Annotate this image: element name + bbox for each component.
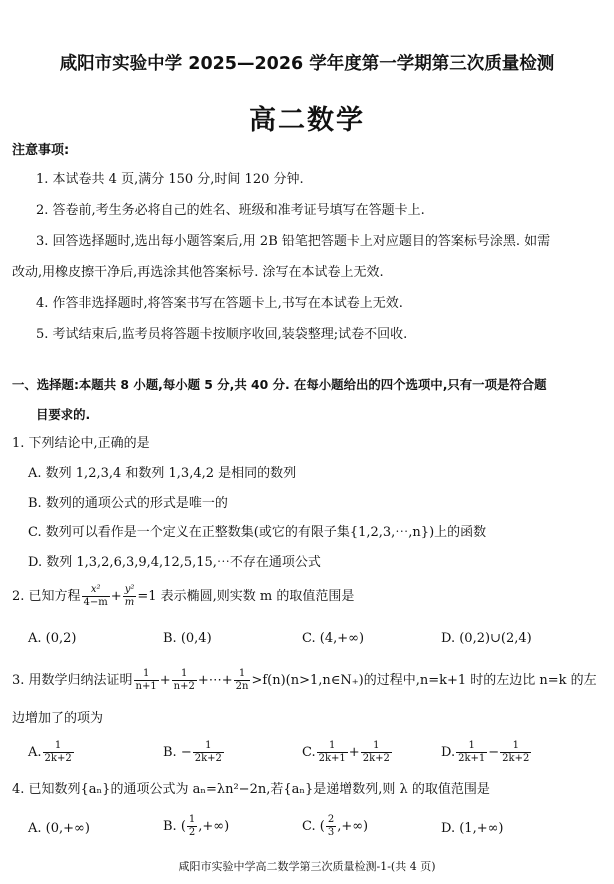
q3-option-b-fraction <box>193 740 224 765</box>
q3-option-c <box>302 740 393 765</box>
q1-option-c: C. 数列可以看作是一个定义在正整数集(或它的有限子集{1,2,3,⋯,n})上的函数 <box>28 525 487 540</box>
q2-fraction-y <box>123 584 137 609</box>
q3-option-d-num-1: 1 <box>456 740 487 753</box>
q3-option-a <box>28 740 75 765</box>
q1-option-b: B. 数列的通项公式的形式是唯一的 <box>28 496 228 511</box>
q3-option-b-num: 1 <box>193 740 224 753</box>
q2-option-b: B. (0,4) <box>163 631 212 646</box>
notice-item-4: 4. 作答非选择题时,将答案书写在答题卡上,书写在本试卷上无效. <box>36 296 403 311</box>
q3-term-2-den: n+2 <box>173 681 195 692</box>
q2-option-d: D. (0,2)∪(2,4) <box>441 631 532 646</box>
notice-item-3-cont: 改动,用橡皮擦干净后,再选涂其他答案标号. 涂写在本试卷上无效. <box>12 265 384 280</box>
q3-option-c-op: + <box>348 745 360 760</box>
q3-suffix: >f(n)(n>1,n∈N₊)的过程中,n=k+1 时的左边比 n=k 的左 <box>251 673 597 688</box>
q4-option-b-label: B. ( <box>163 819 186 834</box>
q2-fraction-y-num: y² <box>124 584 135 595</box>
q3-option-b-label: B. − <box>163 745 192 760</box>
q4-stem: 4. 已知数列{aₙ}的通项公式为 aₙ=λn²−2n,若{aₙ}是递增数列,则 λ 的取值范围是 <box>12 782 490 797</box>
q1-stem: 1. 下列结论中,正确的是 <box>12 436 150 451</box>
notice-heading: 注意事项: <box>12 143 70 158</box>
q3-term-3-den: 2n <box>235 681 249 692</box>
section-heading-cont: 目要求的. <box>36 407 91 422</box>
q4-option-c <box>302 814 368 839</box>
notice-item-5: 5. 考试结束后,监考员将答题卡按顺序收回,装袋整理;试卷不回收. <box>36 327 408 342</box>
q3-option-b-den: 2k+2 <box>194 753 222 764</box>
q4-option-c-num: 2 <box>327 814 335 825</box>
q3-term-1-den: n+1 <box>135 681 157 692</box>
q3-option-c-fraction-2 <box>361 740 392 765</box>
q2-suffix: =1 表示椭圆,则实数 m 的取值范围是 <box>137 589 355 604</box>
notice-item-3: 3. 回答选择题时,选出每小题答案后,用 2B 铅笔把答题卡上对应题目的答案标号涂黑. 如需 <box>36 234 551 249</box>
q3-option-d-op: − <box>488 745 500 760</box>
q3-option-a-label: A. <box>28 745 42 760</box>
q3-option-a-num: 1 <box>43 740 74 753</box>
q4-option-b-num: 1 <box>188 814 196 825</box>
q3-option-a-den: 2k+2 <box>44 753 72 764</box>
q4-option-b-den: 2 <box>188 827 196 838</box>
q2-stem <box>12 584 354 609</box>
q2-fraction-y-den: m <box>124 597 135 608</box>
q3-option-d-den-2: 2k+2 <box>502 753 530 764</box>
q3-plus: + <box>159 673 171 688</box>
q3-option-b <box>163 740 225 765</box>
q3-option-c-den-1: 2k+1 <box>318 753 346 764</box>
q3-option-c-fraction-1 <box>317 740 348 765</box>
q2-option-a: A. (0,2) <box>28 631 77 646</box>
q4-option-b-fraction <box>187 814 197 839</box>
notice-item-1: 1. 本试卷共 4 页,满分 150 分,时间 120 分钟. <box>36 172 304 187</box>
q4-option-c-den: 3 <box>327 827 335 838</box>
q1-option-a: A. 数列 1,2,3,4 和数列 1,3,4,2 是相同的数列 <box>28 466 297 481</box>
q2-fraction-x-den: 4−m <box>83 597 108 608</box>
section-heading: 一、选择题:本题共 8 小题,每小题 5 分,共 40 分. 在每小题给出的四个选项中,只有一项是符合题 <box>12 377 547 392</box>
q3-option-d <box>441 740 532 765</box>
q4-option-c-fraction <box>326 814 336 839</box>
q3-term-1 <box>134 668 159 693</box>
q4-option-b-tail: ,+∞) <box>198 819 230 834</box>
q3-option-d-num-2: 1 <box>500 740 531 753</box>
q3-prefix: 3. 用数学归纳法证明 <box>12 673 133 688</box>
q3-option-a-fraction <box>43 740 74 765</box>
exam-title: 咸阳市实验中学 2025—2026 学年度第一学期第三次质量检测 <box>59 54 555 74</box>
q4-option-c-tail: ,+∞) <box>337 819 369 834</box>
q3-option-c-num-1: 1 <box>317 740 348 753</box>
q3-dots: +⋯+ <box>197 673 233 688</box>
q2-plus: + <box>110 589 122 604</box>
notice-item-2: 2. 答卷前,考生务必将自己的姓名、班级和准考证号填写在答题卡上. <box>36 203 425 218</box>
q4-option-a: A. (0,+∞) <box>28 821 90 836</box>
page-footer: 咸阳市实验中学高二数学第三次质量检测-1-(共 4 页) <box>178 860 436 873</box>
q3-option-c-den-2: 2k+2 <box>362 753 390 764</box>
q3-stem-cont: 边增加了的项为 <box>12 711 104 726</box>
q3-term-1-num: 1 <box>134 668 159 681</box>
q3-term-2-num: 1 <box>172 668 197 681</box>
q3-term-3 <box>234 668 251 693</box>
q2-option-c: C. (4,+∞) <box>302 631 365 646</box>
q1-option-d: D. 数列 1,3,2,6,3,9,4,12,5,15,⋯不存在通项公式 <box>28 555 321 570</box>
q3-term-2 <box>172 668 197 693</box>
q3-stem <box>12 668 597 693</box>
q4-option-c-label: C. ( <box>302 819 325 834</box>
q3-option-d-fraction-2 <box>500 740 531 765</box>
q3-option-c-num-2: 1 <box>361 740 392 753</box>
q3-option-d-fraction-1 <box>456 740 487 765</box>
q4-option-b <box>163 814 229 839</box>
q2-fraction-x <box>82 584 110 609</box>
q3-option-d-den-1: 2k+1 <box>458 753 486 764</box>
subject-title: 高二数学 <box>249 105 365 136</box>
q3-term-3-num: 1 <box>234 668 251 681</box>
q3-option-c-label: C. <box>302 745 316 760</box>
q3-option-d-label: D. <box>441 745 456 760</box>
q2-prefix: 2. 已知方程 <box>12 589 81 604</box>
q4-option-d: D. (1,+∞) <box>441 821 504 836</box>
q2-fraction-x-num: x² <box>82 584 110 597</box>
